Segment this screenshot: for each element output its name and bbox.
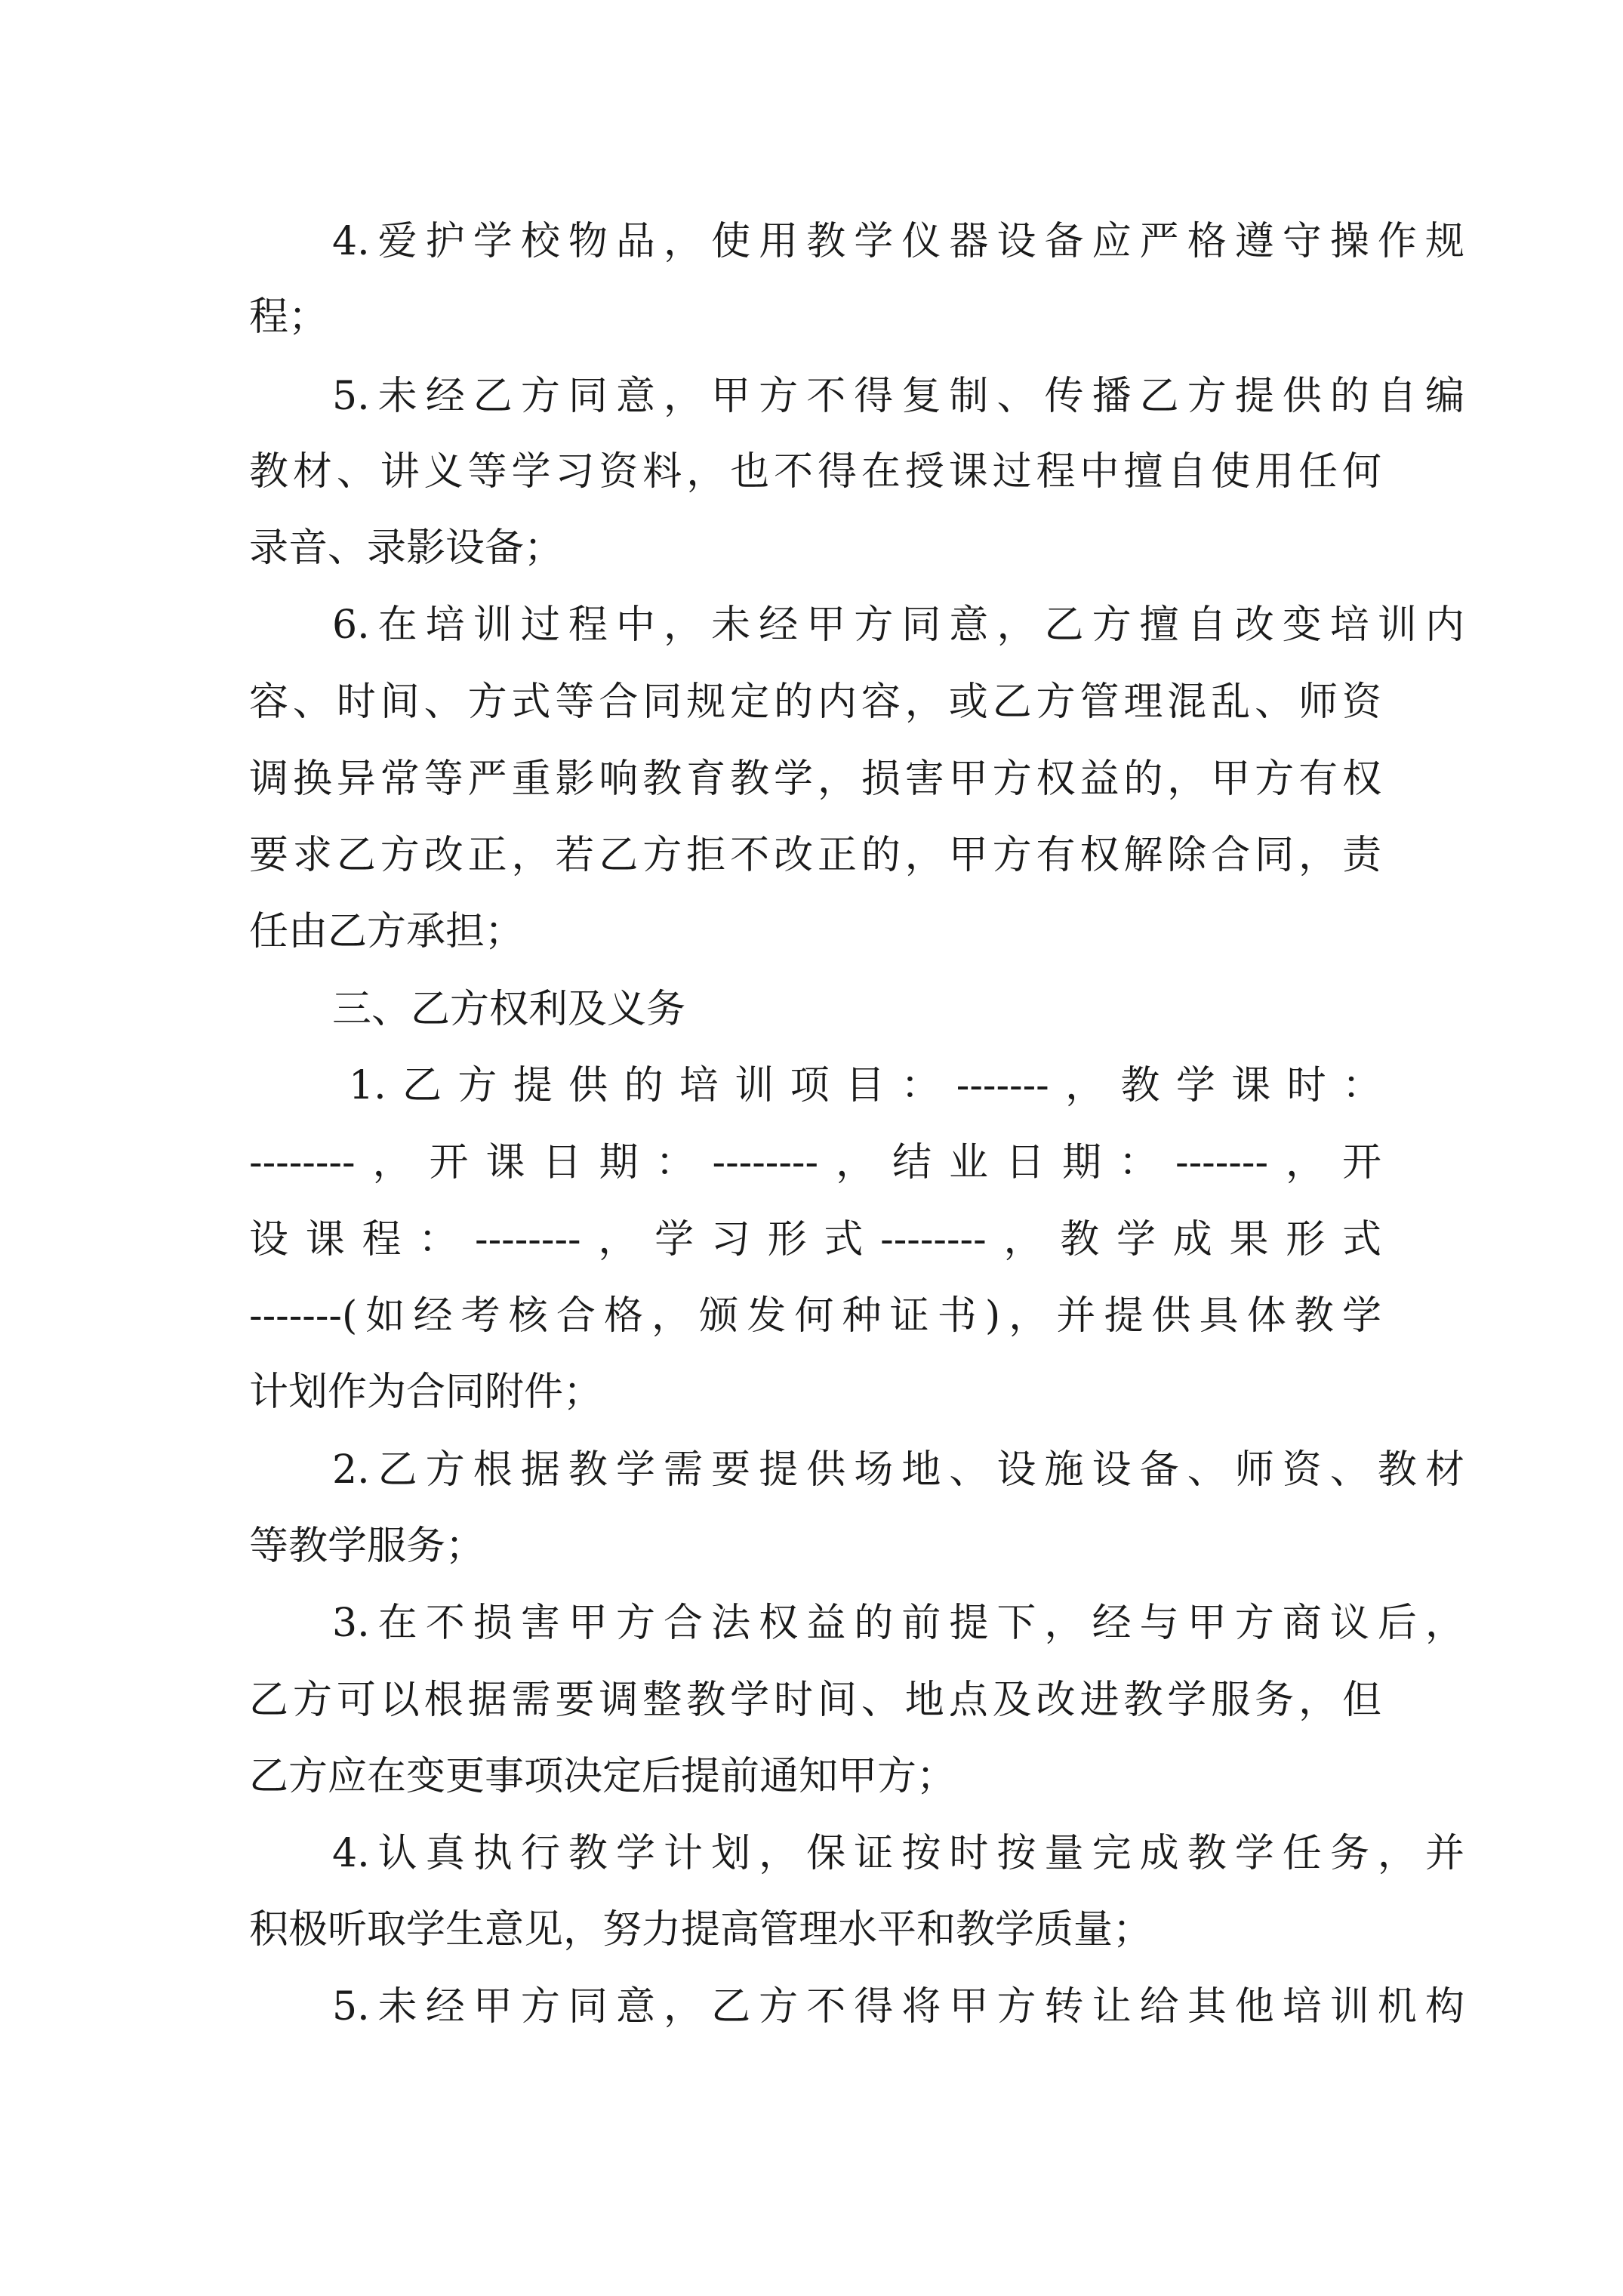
text-line: 1.乙方提供的培训项目：-------，教学课时：	[349, 1063, 1381, 1108]
text-line: 2.乙方根据教学需要提供场地、设施设备、师资、教材	[332, 1447, 1464, 1493]
text-line: 录音、录影设备；	[249, 525, 564, 571]
text-line: 教材、讲义等学习资料，也不得在授课过程中擅自使用任何	[249, 449, 1381, 495]
text-line: 任由乙方承担；	[249, 909, 525, 954]
text-line: -------(如经考核合格，颁发何种证书)，并提供具体教学	[249, 1293, 1381, 1339]
text-line: 乙方可以根据需要调整教学时间、地点及改进教学服务，但	[249, 1678, 1381, 1723]
section-heading: 三、乙方权利及义务	[332, 987, 686, 1032]
text-line: --------，开课日期：--------，结业日期：-------，开	[249, 1140, 1381, 1185]
text-line: 要求乙方改正，若乙方拒不改正的，甲方有权解除合同，责	[249, 833, 1381, 878]
text-line: 4.爱护学校物品，使用教学仪器设备应严格遵守操作规	[332, 219, 1464, 264]
text-line: 6.在培训过程中，未经甲方同意，乙方擅自改变培训内	[332, 603, 1464, 648]
text-line: 设课程：--------，学习形式--------，教学成果形式	[249, 1217, 1381, 1262]
text-line: 积极听取学生意见，努力提高管理水平和教学质量；	[249, 1907, 1153, 1952]
text-line: 计划作为合同附件；	[249, 1370, 603, 1415]
text-line: 5.未经甲方同意，乙方不得将甲方转让给其他培训机构	[332, 1984, 1464, 2029]
text-line: 乙方应在变更事项决定后提前通知甲方；	[249, 1754, 956, 1799]
text-line: 容、时间、方式等合同规定的内容，或乙方管理混乱、师资	[249, 680, 1381, 725]
text-line: 4.认真执行教学计划，保证按时按量完成教学任务，并	[332, 1831, 1464, 1876]
text-line: 等教学服务；	[249, 1524, 485, 1569]
text-line: 5.未经乙方同意，甲方不得复制、传播乙方提供的自编	[332, 374, 1464, 419]
text-line: 3.在不损害甲方合法权益的前提下，经与甲方商议后，	[332, 1601, 1464, 1646]
text-line: 程；	[249, 294, 328, 340]
text-line: 调换异常等严重影响教育教学，损害甲方权益的，甲方有权	[249, 757, 1381, 802]
